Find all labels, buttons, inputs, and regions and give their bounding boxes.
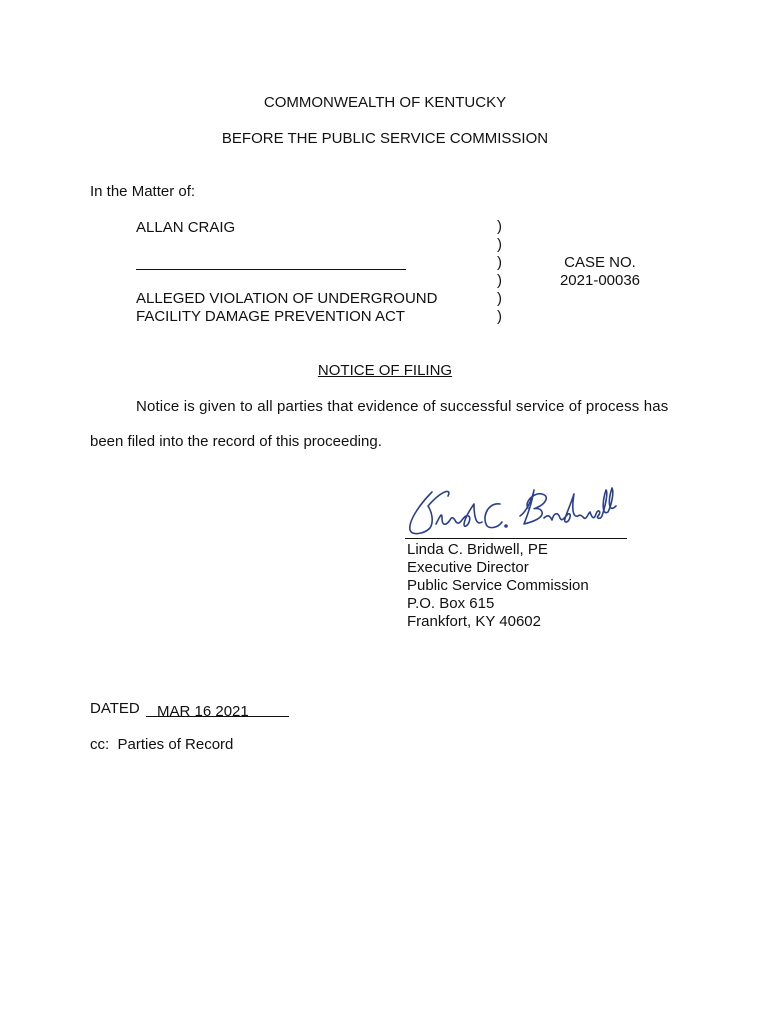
paren: ) [497,218,502,235]
dated-stamp: MAR 16 2021 [157,703,249,720]
party-name: ALLAN CRAIG [136,219,236,236]
paren: ) [497,254,502,271]
notice-body-line-1: Notice is given to all parties that evidence of successful service of process has [136,398,669,415]
signer-name: Linda C. Bridwell, PE [407,541,548,558]
signer-city: Frankfort, KY 40602 [407,613,541,630]
notice-body-line-2: been filed into the record of this proceeding. [90,433,382,450]
case-label: CASE NO. [564,254,636,271]
subject-line-2: FACILITY DAMAGE PREVENTION ACT [136,308,405,325]
signer-title: Executive Director [407,559,529,576]
caption-parens [497,218,507,326]
case-number: 2021-00036 [559,272,641,289]
signature-line [405,538,627,539]
paren: ) [497,308,502,325]
dated-underline [146,716,289,717]
dated-label: DATED [90,700,140,717]
header-line-2: BEFORE THE PUBLIC SERVICE COMMISSION [221,130,549,147]
caption-blank-line [136,269,406,270]
handwritten-signature [402,482,617,540]
cc-line: cc: Parties of Record [90,736,234,753]
signer-po-box: P.O. Box 615 [407,595,495,612]
paren: ) [497,290,502,307]
paren: ) [497,272,502,289]
notice-title: NOTICE OF FILING [317,362,453,379]
matter-intro: In the Matter of: [90,183,196,200]
signature-block [407,541,589,631]
header-line-1: COMMONWEALTH OF KENTUCKY [263,94,507,111]
subject-line-1: ALLEGED VIOLATION OF UNDERGROUND [136,290,438,307]
paren: ) [497,236,502,253]
signer-organization: Public Service Commission [407,577,589,594]
